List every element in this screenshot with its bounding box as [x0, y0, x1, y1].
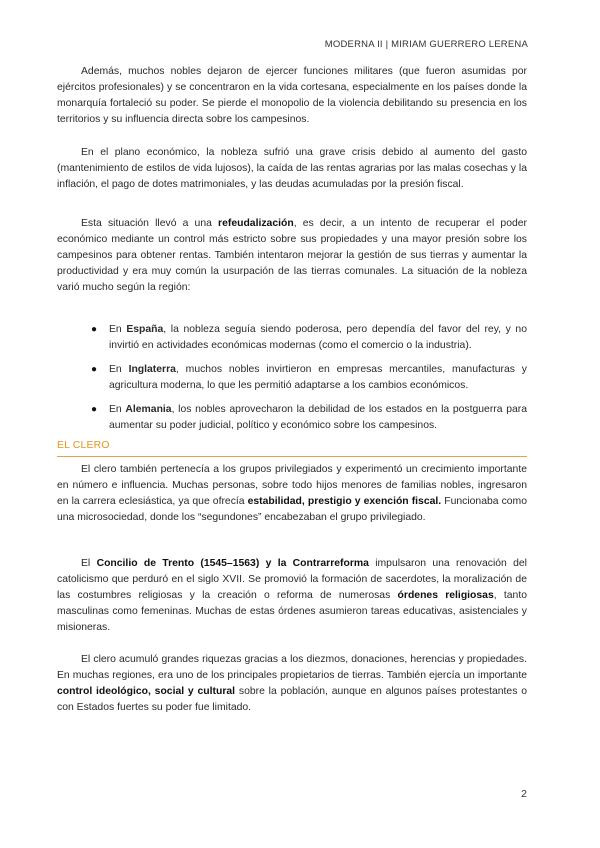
text-run: Esta situación llevó a una — [81, 218, 219, 229]
region-bullet-list — [57, 322, 527, 442]
text-run: En — [109, 364, 129, 375]
bullet-dot-icon: ● — [91, 324, 98, 335]
bold-text: control ideológico, social y cultural — [57, 686, 236, 697]
text-run: , los nobles aprovecharon la debilidad de los estados en la postguerra para aumentar su poder judicial, político y económico sobre los campesinos. — [109, 404, 527, 431]
paragraph-riquezas-clero — [57, 652, 527, 716]
bullet-inglaterra — [57, 362, 527, 394]
text-run: , tanto masculinas como femeninas. Muchas de estas órdenes asumieron tareas educativas, asistenciales y misioneras. — [57, 590, 528, 633]
bold-text: Alemania — [125, 404, 172, 415]
text-run: El — [81, 558, 97, 569]
text-run: El clero también pertenecía a los grupos privilegiados y experimentó un crecimiento importante en número e influencia. Muchas personas, sobre todo hijos menores de familias nobles, ingresaron en la carrera eclesiástica, ya que ofrecía — [57, 464, 527, 507]
bold-text: refeudalización — [218, 218, 294, 229]
paragraph-crisis-economica — [57, 145, 527, 193]
text-run: El clero acumuló grandes riquezas gracias a los diezmos, donaciones, herencias y propiedades. En muchas regiones, era uno de los principales propietarios de tierras. También ejercía un importante — [57, 654, 527, 681]
text-run: Además, muchos nobles dejaron de ejercer funciones militares (que fueron asumidas por ejércitos profesionales) y se concentraron en la vida cortesana, especialmente en los países donde la monarquía fortaleció su poder. Se pierde el monopolio de la violencia debilitando su presencia en los territorios y su influencia directa sobre los campesinos. — [57, 66, 527, 125]
text-run: sobre la población, aunque en algunos países protestantes o con Estados fuertes su poder fue limitado. — [57, 686, 527, 713]
bold-text: España — [126, 324, 164, 335]
text-run: impulsaron una renovación del catolicismo que perduró en el siglo XVII. Se promovió la formación de sacerdotes, la moralización de las costumbres religiosas y la creación o reforma de numerosas — [57, 558, 527, 601]
paragraph-refeudalizacion — [57, 216, 527, 296]
bullet-dot-icon: ● — [91, 364, 98, 375]
text-run: En — [109, 324, 127, 335]
bold-text: Concilio de Trento (1545–1563) y la Contrarreforma — [96, 558, 369, 569]
text-run: , muchos nobles invirtieron en empresas mercantiles, manufacturas y agricultura moderna, lo que les permitió adaptarse a los cambios económicos. — [109, 364, 527, 391]
section-title: EL CLERO — [57, 440, 110, 451]
paragraph-concilio-trento — [57, 556, 527, 636]
page-number: 2 — [521, 788, 527, 800]
text-run: , es decir, a un intento de recuperar el poder económico mediante un control más estricto sobre sus propiedades y una mayor presión sobre los campesinos para obtener rentas. También intentaron mejorar la gestión de sus tierras y aumentar la productividad y era muy común la usurpación de las tierras comunales. La situación de la nobleza varió mucho según la región: — [57, 218, 527, 293]
section-divider — [57, 456, 527, 457]
bullet-dot-icon: ● — [91, 404, 98, 415]
bullet-espana — [57, 322, 527, 354]
running-header: MODERNA II | MIRIAM GUERRERO LERENA — [324, 39, 528, 50]
text-run: , la nobleza seguía siendo poderosa, pero dependía del favor del rey, y no invirtió en actividades económicas modernas (como el comercio o la industria). — [109, 324, 527, 351]
text-run: En el plano económico, la nobleza sufrió una grave crisis debido al aumento del gasto (mantenimiento de estilos de vida lujosos), la caída de las rentas agrarias por las malas cosechas y la inflación, el pago de dotes matrimoniales, y las deudas acumuladas por la presión fiscal. — [57, 147, 527, 190]
text-run: Funcionaba como una microsociedad, donde los “segundones” encabezaban el grupo privilegiado. — [57, 496, 527, 523]
bold-text: Inglaterra — [128, 364, 176, 375]
bullet-alemania — [57, 402, 527, 434]
bold-text: órdenes religiosas — [397, 590, 494, 601]
bold-text: estabilidad, prestigio y exención fiscal. — [247, 496, 442, 507]
paragraph-clero-privilegiado — [57, 462, 527, 526]
paragraph-nobles-cortesana — [57, 64, 527, 128]
text-run: En — [109, 404, 126, 415]
